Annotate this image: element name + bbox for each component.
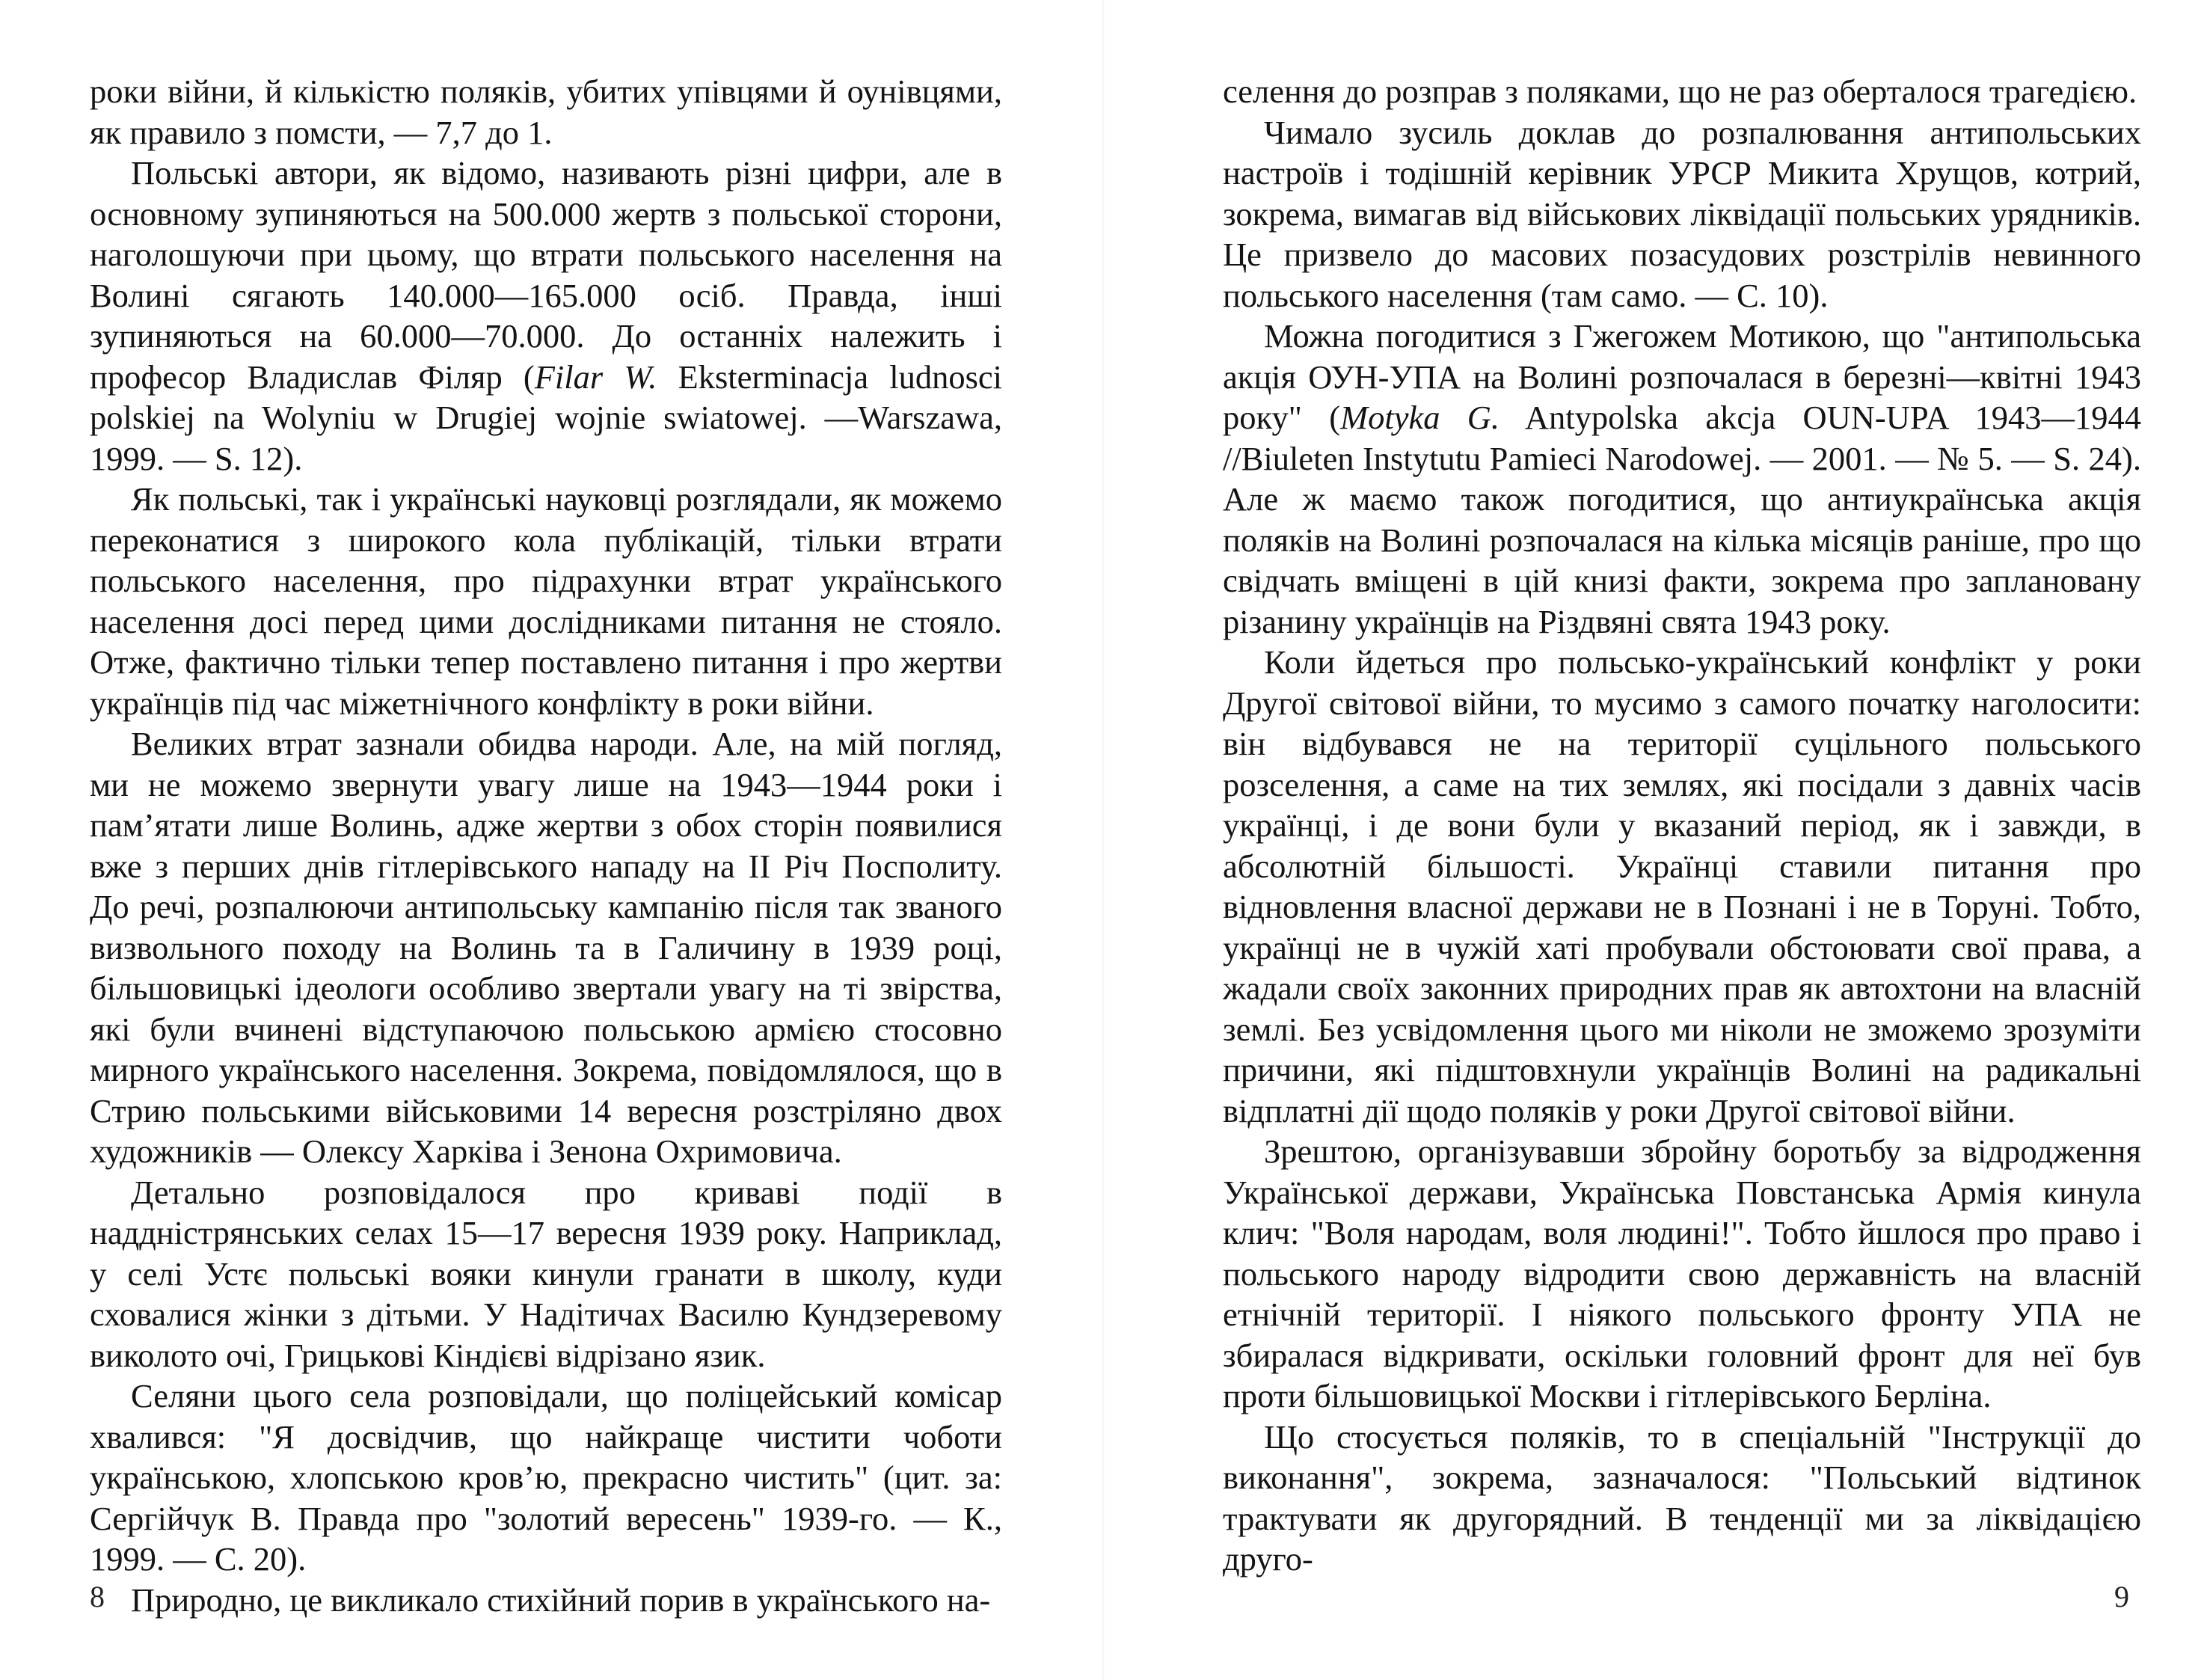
paragraph: Що стосується поляків, то в спеціальній "Інструкції до виконання", зокрема, зазначалося: "Польський відтинок трактувати як другорядний. В тенденції ми за ліквідацією друго-: [1223, 1417, 2141, 1578]
citation-author: Filar W.: [534, 358, 657, 396]
paragraph: Польські автори, як відомо, називають різні цифри, але в основному зупиняються на 500.000 жертв з польської сторони, наголошуючи при цьому, що втрати польського населення на Волині сягають 140.000—165.000 осіб. Правда, інші зупиняються на 60.000—70.000. До останніх належить і професор Владислав Філяр (Filar W. Eksterminacja ludnosci polskiej na Wolyniu w Drugiej wojnie swiatowej. —Warszawa, 1999. — S. 12).: [90, 154, 1003, 477]
right-page-text: [1223, 71, 2141, 1580]
citation-author: Motyka G.: [1340, 399, 1500, 436]
paragraph: Селяни цього села розповідали, що поліцейський комісар хвалився: "Я досвідчив, що найкраще чистити чоботи українською, хлопською кров’ю, прекрасно чистить" (цит. за: Сергійчук В. Правда про "золотий вересень" 1939-го. — К., 1999. — С. 20).: [90, 1377, 1002, 1578]
paragraph: селення до розправ з поляками, що не раз оберталося трагедією.: [1223, 73, 2137, 110]
page-number-left: 8: [90, 1580, 105, 1613]
paragraph: Коли йдеться про польсько-український конфлікт у роки Другої світової війни, то мусимо з самого початку наголосити: він відбувався не на території суцільного польського розселення, а саме на тих землях, які посідали з давніх часів українці, і де вони були у вказаний період, як і завжди, в абсолютній більшості. Українці ставили питання про відновлення власної держави не в Познані і не в Торуні. Тобто, українці не в чужій хаті пробували обстоювати свої права, а жадали своїх законних природних прав як автохтони на власній землі. Без усвідомлення цього ми ніколи не зможемо зрозуміти причини, які підштовхнули українців Волині на радикальні відплатні дії щодо поляків у роки Другої світової війни.: [1223, 643, 2141, 1129]
left-page: [0, 0, 1103, 1680]
paragraph: роки війни, й кількістю поляків, убитих упівцями й оунівцями, як правило з помсти, — 7,7 до 1.: [90, 73, 1002, 151]
paragraph: Чимало зусиль доклав до розпалювання антипольських настроїв і тодішній керівник УРСР Микита Хрущов, котрий, зокрема, вимагав від військових ліквідації польських урядників. Це призвело до масових позасудових розстрілів невинного польського населення (там само. — С. 10).: [1223, 113, 2141, 314]
paragraph: Великих втрат зазнали обидва народи. Але, на мій погляд, ми не можемо звернути увагу лише на 1943—1944 роки і пам’ятати лише Волинь, адже жертви з обох сторін появилися вже з перших днів гітлерівського нападу на II Річ Посполиту. До речі, розпалюючи антипольську кампанію після так званого визвольного походу на Волинь та в Галичину в 1939 році, більшовицькі ідеологи особливо звертали увагу на ті звірства, які були вчинені відступаючою польською армією стосовно мирного українського населення. Зокрема, повідомлялося, що в Стрию польськими військовими 14 вересня розстріляно двох художників — Олексу Харківа і Зенона Охримовича.: [90, 725, 1002, 1170]
paragraph: Зрештою, організувавши збройну боротьбу за відродження Української держави, Українська Повстанська Армія кинула клич: "Воля народам, воля людині!". Тобто йшлося про право і польського народу відродити свою державність на власній етнічній території. І ніякого польського фронту УПА не збиралася відкривати, оскільки головний фронт для неї був проти більшовицької Москви і гітлерівського Берліна.: [1223, 1132, 2141, 1414]
paragraph: Детально розповідалося про криваві події в наддністрянських селах 15—17 вересня 1939 року. Наприклад, у селі Устє польські вояки кинули гранати в школу, куди сховалися жінки з дітьми. У Надітичах Василю Кундзеревому виколото очі, Грицькові Кіндієві відрізано язик.: [90, 1173, 1002, 1374]
paragraph: Як польські, так і українські науковці розглядали, як можемо переконатися з широкого кола публікацій, тільки втрати польського населення, про підрахунки втрат українського населення досі перед цими дослідниками питання не стояло. Отже, фактично тільки тепер поставлено питання і про жертви українців під час міжетнічного конфлікту в роки війни.: [90, 480, 1002, 722]
page-number-right: 9: [2114, 1580, 2129, 1613]
paragraph: Можна погодитися з Гжегожем Мотикою, що "антипольська акція ОУН-УПА на Волині розпочалася в березні—квітні 1943 року" (Motyka G. Antypolska akcja OUN-UPA 1943—1944 //Biuleten Instytutu Pamieci Narodowej. — 2001. — № 5. — S. 24). Але ж маємо також погодитися, що антиукраїнська акція поляків на Волині розпочалася на кілька місяців раніше, про що свідчать вміщені в цій книзі факти, зокрема про заплановану різанину українців на Різдвяні свята 1943 року.: [1223, 317, 2141, 640]
paragraph: Природно, це викликало стихійний порив в українського на-: [131, 1581, 991, 1619]
left-page-text: [90, 71, 1002, 1620]
right-page: [1103, 0, 2207, 1680]
